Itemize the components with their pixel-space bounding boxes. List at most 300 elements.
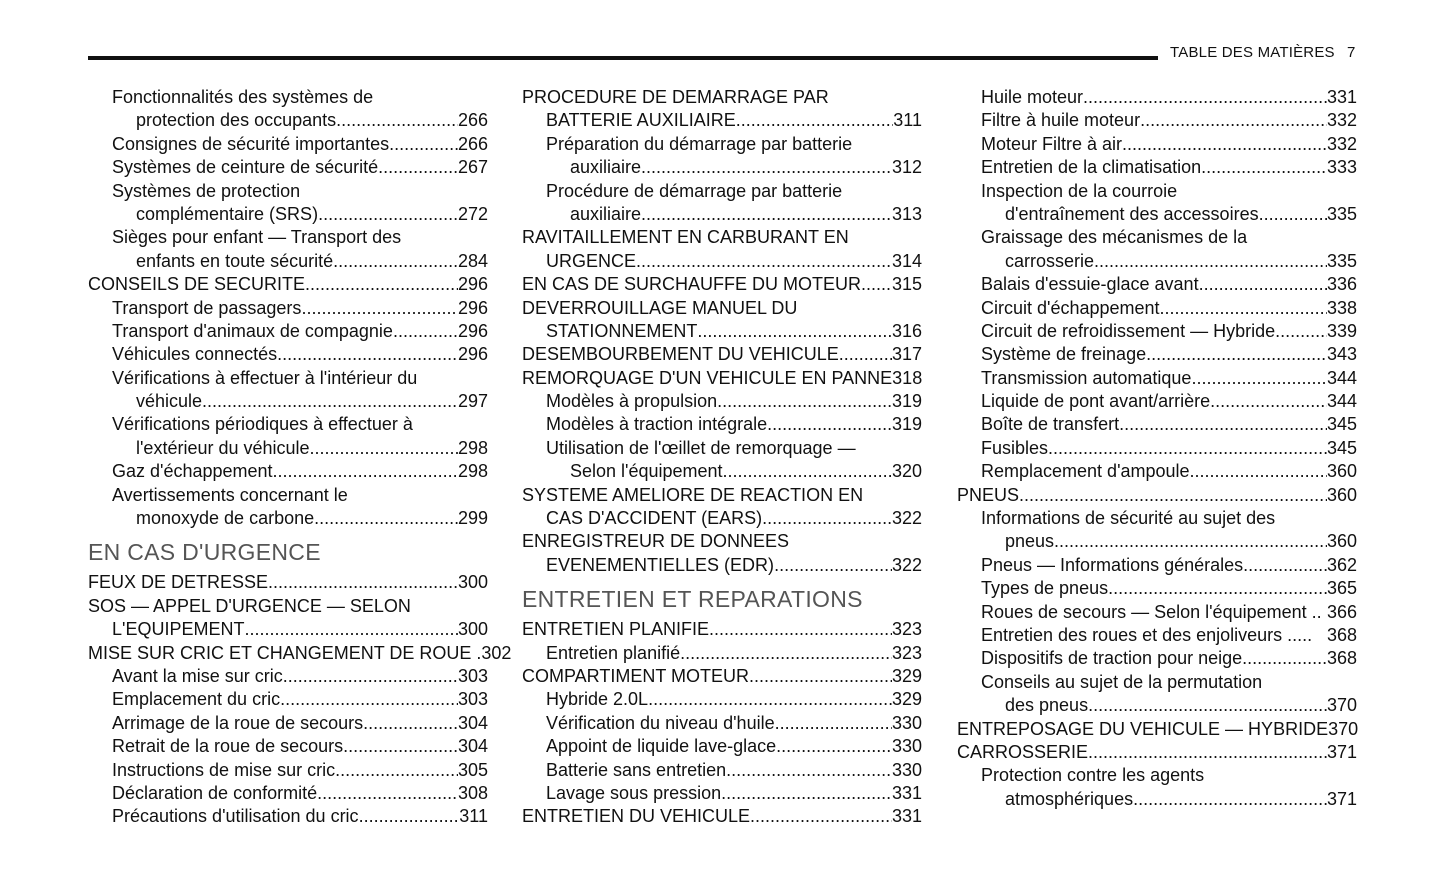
toc-entry-title: Système de freinage [981,344,1147,365]
toc-entry-page: 343 [1326,344,1357,365]
dot-leader [717,391,892,412]
toc-entry[interactable] [88,227,488,250]
toc-entry-title: ENTREPOSAGE DU VEHICULE — HYBRIDE [957,718,1329,739]
toc-entry-page: 322 [891,554,922,575]
toc-entry-page: 296 [457,297,488,318]
toc-entry-title: Gaz d'échappement [112,461,273,482]
toc-entry-title: Remplacement d'ampoule [981,461,1190,482]
toc-entry-page: 336 [1326,274,1357,295]
toc-entry[interactable] [88,204,488,227]
toc-entry[interactable] [522,713,922,736]
dot-leader [709,619,892,640]
toc-entry[interactable] [522,783,922,806]
dot-leader [1119,414,1327,435]
toc-entry-title: enfants en toute sécurité [136,250,334,271]
toc-entry-title: DEVERROUILLAGE MANUEL DU [522,297,798,318]
toc-entry-page: 266 [457,110,488,131]
toc-entry-page: 338 [1326,297,1357,318]
toc-entry-title: Conseils au sujet de la permutation [981,671,1263,692]
toc-entry[interactable] [88,87,488,110]
toc-entry-page: 319 [891,414,922,435]
toc-entry-title: des pneus [1005,695,1089,716]
toc-entry-title: Avertissements concernant le [112,484,348,505]
toc-entry-page: 331 [891,782,922,803]
toc-entry-page: 371 [1326,741,1357,762]
toc-entry[interactable] [88,110,488,133]
dot-leader [1083,87,1327,108]
dot-leader [268,572,458,593]
toc-entry-title: Inspection de la courroie [981,180,1178,201]
toc-entry[interactable] [522,438,922,461]
toc-entry-page: 299 [457,508,488,529]
toc-entry[interactable] [522,274,922,297]
toc-entry-title: Retrait de la roue de secours [112,736,344,757]
toc-entry-title: Préparation du démarrage par batterie [546,133,853,154]
toc-entry-title: Transport de passagers [112,297,302,318]
toc-entry-title: SOS — APPEL D'URGENCE — SELON [88,595,411,616]
toc-entry[interactable] [957,695,1357,718]
toc-entry-title: REMORQUAGE D'UN VEHICULE EN PANNE [522,367,893,388]
toc-entry-page: 345 [1326,414,1357,435]
toc-entry-page: 305 [457,759,488,780]
toc-entry[interactable] [522,181,922,204]
toc-entry[interactable] [522,251,922,274]
toc-entry[interactable] [88,438,488,461]
toc-entry-page: 329 [891,665,922,686]
toc-entry-title: Utilisation de l'œillet de remorquage — [546,437,856,458]
toc-entry[interactable] [522,157,922,180]
toc-entry-page: 300 [457,619,488,640]
toc-entry-title: Modèles à traction intégrale [546,414,768,435]
toc-entry-page: 313 [891,203,922,224]
dot-leader [680,643,892,664]
toc-entry[interactable] [88,689,488,712]
toc-entry[interactable] [88,713,488,736]
toc-entry[interactable] [88,736,488,759]
toc-entry[interactable] [957,368,1357,391]
dot-leader [1243,555,1327,576]
toc-entry-page: 345 [1326,437,1357,458]
toc-entry-page: 267 [457,157,488,178]
toc-entry-title: Types de pneus [981,578,1109,599]
toc-entry-title: Emplacement du cric [112,689,281,710]
toc-entry-title: Fusibles [981,437,1049,458]
dot-leader [363,713,458,734]
dot-leader [343,736,458,757]
toc-entry-title: Véhicules connectés [112,344,278,365]
toc-entry[interactable] [522,619,922,642]
dot-leader [393,321,458,342]
toc-entry-title: Pneus — Informations générales [981,554,1244,575]
toc-entry-page: 330 [891,712,922,733]
dot-leader [1048,438,1327,459]
toc-entry-page: 371 [1326,788,1357,809]
toc-column-1 [88,87,512,830]
toc-entry-page: 370 [1328,718,1359,739]
toc-entry-title: Procédure de démarrage par batterie [546,180,843,201]
dot-leader [648,689,892,710]
toc-entry-title: Vérification du niveau d'huile [546,712,775,733]
toc-entry-title: CAS D'ACCIDENT (EARS) [546,508,763,529]
toc-entry[interactable] [957,414,1357,437]
dot-leader [776,736,892,757]
toc-entry[interactable] [88,461,488,484]
toc-entry-page: 318 [892,367,923,388]
toc-entry-title: protection des occupants [136,110,337,131]
toc-entry[interactable] [522,531,922,554]
toc-entry-title: COMPARTIMENT MOTEUR [522,665,750,686]
toc-entry-page: 303 [457,689,488,710]
toc-entry-title: Précautions d'utilisation du cric [112,806,359,827]
toc-entry-page: 317 [891,344,922,365]
toc-entry-title: MISE SUR CRIC ET CHANGEMENT DE ROUE . [88,642,482,663]
dot-leader [1199,274,1327,295]
dot-leader [641,157,892,178]
toc-entry-page: 332 [1326,133,1357,154]
dot-leader [310,438,458,459]
toc-entry[interactable] [88,414,488,437]
toc-entry-title: monoxyde de carbone [136,508,315,529]
toc-entry[interactable] [957,555,1357,578]
toc-entry-title: ENTRETIEN DU VEHICULE [522,806,751,827]
dot-leader [750,806,892,827]
toc-entry-title: atmosphériques [1005,788,1134,809]
toc-entry[interactable] [957,110,1357,133]
dot-leader [1201,157,1327,178]
toc-entry[interactable] [522,134,922,157]
dot-leader [1146,344,1327,365]
toc-entry[interactable] [957,789,1357,812]
dot-leader [721,783,892,804]
toc-entry[interactable] [88,391,488,414]
toc-entry[interactable] [88,181,488,204]
toc-entry[interactable] [957,531,1357,554]
toc-entry-page: 344 [1326,367,1357,388]
toc-entry[interactable] [957,461,1357,484]
toc-entry[interactable] [522,760,922,783]
toc-entry-title: d'entraînement des accessoires [1005,203,1259,224]
toc-entry-page: 296 [457,274,488,295]
dot-leader [697,321,892,342]
dot-leader [1094,251,1327,272]
toc-entry-title: Batterie sans entretien [546,759,727,780]
toc-entry-title: Consignes de sécurité importantes [112,133,390,154]
toc-entry[interactable] [522,321,922,344]
toc-entry-page: 302 [481,642,512,663]
toc-entry[interactable] [522,204,922,227]
toc-entry-title: L'EQUIPEMENT [112,619,245,640]
toc-entry-title: Filtre à huile moteur [981,110,1141,131]
toc-entry[interactable] [957,648,1357,671]
dot-leader [335,760,458,781]
toc-entry-page: 339 [1326,320,1357,341]
toc-entry-title: Informations de sécurité au sujet des [981,508,1276,529]
toc-entry[interactable] [957,344,1357,367]
toc-entry[interactable] [522,391,922,414]
toc-entry-page: 298 [457,437,488,458]
toc-entry-title: carrosserie [1005,250,1095,271]
toc-entry-title: Liquide de pont avant/arrière [981,391,1211,412]
toc-entry-title: auxiliaire [570,203,642,224]
dot-leader [1140,110,1327,131]
toc-entry-page: 335 [1326,203,1357,224]
toc-entry-page: 312 [891,157,922,178]
dot-leader [317,783,458,804]
toc-entry[interactable] [522,368,922,391]
toc-entry-title: DESEMBOURBEMENT DU VEHICULE [522,344,839,365]
dot-leader [1259,204,1327,225]
toc-entry-page: 331 [891,806,922,827]
dot-leader [775,713,892,734]
toc-entry-page: 308 [457,782,488,803]
toc-entry-title: Moteur Filtre à air [981,133,1123,154]
dot-leader [1191,368,1327,389]
toc-entry[interactable] [957,602,1357,625]
toc-entry-title: Sièges pour enfant — Transport des [112,227,402,248]
toc-entry-title: Systèmes de protection [112,180,301,201]
toc-entry[interactable] [88,134,488,157]
toc-entry-title: PROCEDURE DE DEMARRAGE PAR [522,87,829,107]
toc-entry[interactable] [957,765,1357,788]
toc-entry[interactable] [957,134,1357,157]
toc-entry[interactable] [957,227,1357,250]
dot-leader [736,110,894,131]
toc-entry-page: 329 [891,689,922,710]
dot-leader [244,619,457,640]
dot-leader [641,204,892,225]
toc-entry[interactable] [957,578,1357,601]
toc-entry-page: 368 [1326,624,1357,645]
toc-entry[interactable] [522,689,922,712]
toc-entry-page: 320 [891,461,922,482]
toc-entry-title: URGENCE [546,250,637,271]
dot-leader [336,110,458,131]
section-heading: EN CAS D'URGENCE [88,539,321,566]
toc-entry[interactable] [88,157,488,180]
dot-leader [314,508,458,529]
toc-entry[interactable] [522,344,922,367]
dot-leader [1210,391,1327,412]
toc-entry[interactable] [88,642,512,666]
toc-entry-page: 362 [1326,554,1357,575]
toc-entry-page: 335 [1326,250,1357,271]
toc-entry-page: 298 [457,461,488,482]
toc-entry[interactable] [957,391,1357,414]
toc-entry-title: Balais d'essuie-glace avant [981,274,1199,295]
toc-entry-page: 300 [457,572,488,593]
dot-leader [1054,531,1327,552]
toc-entry-page: 272 [457,203,488,224]
dot-leader [378,157,458,178]
dot-leader [1275,321,1327,342]
toc-entry-title: Selon l'équipement [570,461,723,482]
toc-entry-title: Dispositifs de traction pour neige [981,648,1243,669]
toc-entry[interactable] [957,485,1357,508]
toc-entry-page: 311 [459,806,488,827]
toc-entry[interactable] [88,619,488,642]
dot-leader [762,508,892,529]
dot-leader [305,274,458,295]
dot-leader [333,251,458,272]
toc-entry-title: CONSEILS DE SECURITE [88,274,306,295]
toc-entry-title: pneus [1005,531,1055,552]
toc-entry-page: 365 [1326,578,1357,599]
toc-entry[interactable] [88,344,488,367]
toc-entry-title: Vérifications périodiques à effectuer à [112,414,413,435]
toc-entry[interactable] [88,596,488,619]
toc-entry-page: 330 [891,759,922,780]
dot-leader [301,298,458,319]
toc-entry[interactable] [522,227,922,250]
dot-leader [774,555,892,576]
toc-entry[interactable] [88,274,488,297]
toc-entry-title: Arrimage de la roue de secours [112,712,364,733]
toc-entry[interactable] [957,321,1357,344]
toc-entry-title: Fonctionnalités des systèmes de [112,87,374,107]
toc-entry[interactable] [522,555,922,578]
toc-entry[interactable] [957,672,1357,695]
dot-leader [1122,134,1327,155]
toc-entry-title: Entretien des roues et des enjoliveurs ..... [981,624,1313,645]
toc-entry-page: 330 [891,736,922,757]
toc-entry-page: 333 [1326,157,1357,178]
toc-entry-title: l'extérieur du véhicule [136,437,310,458]
toc-entry-title: véhicule [136,391,203,412]
toc-entry-title: RAVITAILLEMENT EN CARBURANT EN [522,227,849,248]
toc-entry-page: 323 [891,619,922,640]
toc-entry[interactable] [88,321,488,344]
toc-entry[interactable] [88,368,488,391]
toc-entry[interactable] [522,736,922,759]
toc-entry[interactable] [88,760,488,783]
section-heading: ENTRETIEN ET REPARATIONS [522,586,863,613]
toc-entry-page: 360 [1326,531,1357,552]
toc-entry[interactable] [88,485,488,508]
toc-entry-title: Entretien de la climatisation [981,157,1202,178]
toc-entry[interactable] [522,110,922,133]
toc-entry-title: auxiliaire [570,157,642,178]
toc-entry[interactable] [88,806,488,829]
dot-leader [861,274,892,295]
dot-leader [723,461,892,482]
toc-entry[interactable] [522,806,922,829]
toc-entry-title: SYSTEME AMELIORE DE REACTION EN [522,484,864,505]
toc-entry[interactable] [957,719,1357,742]
dot-leader [318,204,458,225]
toc-entry-page: 323 [891,642,922,663]
toc-entry-title: STATIONNEMENT [546,320,698,341]
toc-entry[interactable] [522,414,922,437]
toc-entry[interactable] [88,572,488,595]
toc-entry-page: 315 [891,274,922,295]
toc-column-3 [957,87,1357,812]
toc-entry-title: PNEUS [957,484,1020,505]
toc-entry[interactable] [522,508,922,531]
toc-entry[interactable] [522,461,922,484]
toc-entry-title: Transport d'animaux de compagnie [112,320,393,341]
toc-entry-page: 332 [1326,110,1357,131]
toc-entry[interactable] [522,485,922,508]
toc-entry-title: Hybride 2.0L [546,689,649,710]
dot-leader [839,344,892,365]
toc-entry-page: 266 [457,133,488,154]
toc-entry[interactable] [957,274,1357,297]
dot-leader [767,414,892,435]
toc-entry-title: complémentaire (SRS) [136,203,319,224]
toc-entry-page: 360 [1326,484,1357,505]
dot-leader [1160,298,1327,319]
toc-entry-page: 319 [891,391,922,412]
toc-entry-page: 304 [457,736,488,757]
dot-leader [749,666,892,687]
dot-leader [1133,789,1327,810]
toc-entry[interactable] [957,251,1357,274]
toc-entry[interactable] [957,508,1357,531]
toc-entry-title: Transmission automatique [981,367,1192,388]
toc-entry-page: 297 [457,391,488,412]
toc-entry-page: 314 [891,250,922,271]
toc-entry-title: Entretien planifié [546,642,681,663]
toc-entry[interactable] [957,298,1357,321]
toc-entry-title: Protection contre les agents [981,765,1205,786]
page-number: 7 [1347,44,1356,61]
toc-entry-title: Huile moteur [981,87,1084,107]
toc-entry-page: 296 [457,344,488,365]
header-rule [88,56,1158,60]
toc-entry-page: 316 [891,320,922,341]
toc-entry[interactable] [88,251,488,274]
toc-entry[interactable] [88,508,488,531]
dot-leader [1190,461,1327,482]
dot-leader [283,666,458,687]
dot-leader [202,391,458,412]
toc-entry[interactable] [522,666,922,689]
toc-entry[interactable] [88,298,488,321]
toc-entry[interactable] [88,666,488,689]
toc-entry-page: 370 [1326,695,1357,716]
dot-leader [1088,695,1327,716]
toc-entry-title: FEUX DE DETRESSE [88,572,269,593]
toc-column-2 [522,87,922,830]
dot-leader [1242,648,1327,669]
toc-entry[interactable] [957,181,1357,204]
toc-entry[interactable] [522,643,922,666]
toc-entry[interactable] [957,157,1357,180]
dot-leader [1108,578,1327,599]
toc-entry-title: Systèmes de ceinture de sécurité [112,157,379,178]
dot-leader [726,760,892,781]
dot-leader [280,689,458,710]
toc-entry[interactable] [522,87,922,110]
toc-entry[interactable] [957,87,1357,110]
toc-entry-title: CARROSSERIE [957,741,1089,762]
toc-entry[interactable] [957,742,1357,765]
toc-entry-title: ENTRETIEN PLANIFIE [522,619,710,640]
toc-entry[interactable] [957,625,1357,648]
toc-entry-title: Modèles à propulsion [546,391,718,412]
toc-entry-title: Boîte de transfert [981,414,1120,435]
toc-entry[interactable] [957,204,1357,227]
toc-entry[interactable] [88,783,488,806]
toc-entry[interactable] [522,298,922,321]
toc-entry[interactable] [957,438,1357,461]
toc-entry-title: Instructions de mise sur cric [112,759,336,780]
toc-entry-title: Avant la mise sur cric [112,665,283,686]
toc-entry-title: Graissage des mécanismes de la [981,227,1248,248]
toc-entry-title: ENREGISTREUR DE DONNEES [522,531,790,552]
dot-leader [273,461,458,482]
toc-entry-page: 304 [457,712,488,733]
